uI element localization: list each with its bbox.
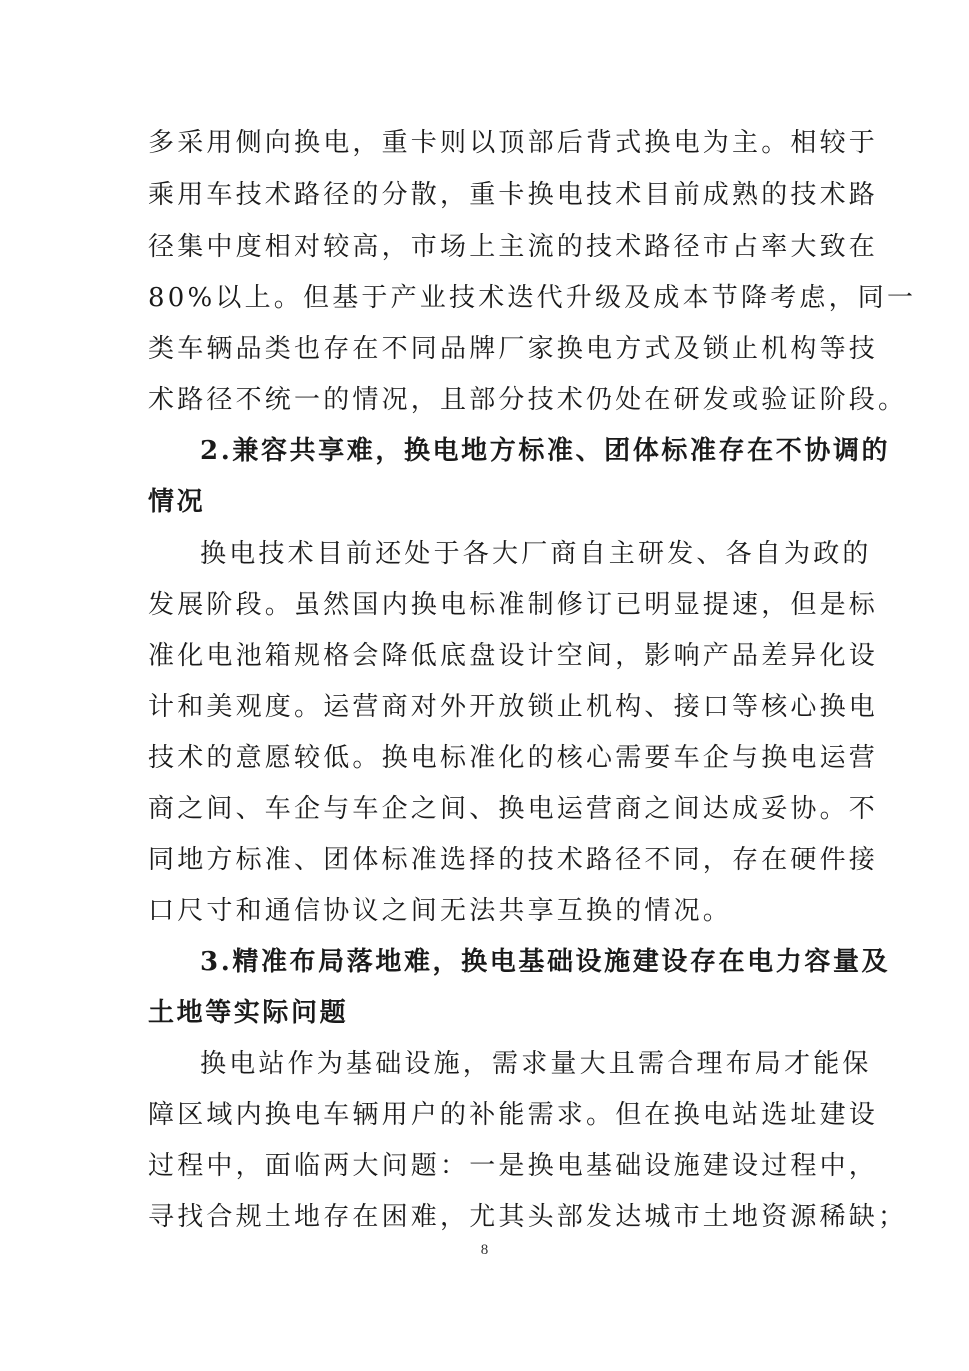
- paragraph-2-line-2: 发展阶段。虽然国内换电标准制修订已明显提速，但是标: [148, 590, 879, 620]
- paragraph-3-line-3: 过程中，面临两大问题：一是换电基础设施建设过程中，: [148, 1151, 879, 1181]
- paragraph-2-line-8: 口尺寸和通信协议之间无法共享互换的情况。: [148, 896, 733, 926]
- paragraph-1-line-1: 多采用侧向换电，重卡则以顶部后背式换电为主。相较于: [148, 128, 879, 158]
- paragraph-2-line-6: 商之间、车企与车企之间、换电运营商之间达成妥协。不: [148, 794, 879, 824]
- paragraph-1-line-3: 径集中度相对较高，市场上主流的技术路径市占率大致在: [148, 232, 879, 262]
- section-heading-2-line-2: 情况: [148, 487, 206, 517]
- paragraph-3-line-1: 换电站作为基础设施，需求量大且需合理布局才能保: [200, 1049, 872, 1079]
- paragraph-2-line-5: 技术的意愿较低。换电标准化的核心需要车企与换电运营: [148, 743, 879, 773]
- paragraph-1-line-2: 乘用车技术路径的分散，重卡换电技术目前成熟的技术路: [148, 180, 879, 210]
- paragraph-3-line-4: 寻找合规土地存在困难，尤其头部发达城市土地资源稀缺；: [148, 1202, 908, 1232]
- paragraph-1-line-5: 类车辆品类也存在不同品牌厂家换电方式及锁止机构等技: [148, 334, 879, 364]
- section-heading-2-line-1: 2.兼容共享难，换电地方标准、团体标准存在不协调的: [200, 436, 891, 466]
- paragraph-2-line-4: 计和美观度。运营商对外开放锁止机构、接口等核心换电: [148, 692, 879, 722]
- section-heading-3-line-1: 3.精准布局落地难，换电基础设施建设存在电力容量及: [200, 947, 891, 977]
- paragraph-2-line-7: 同地方标准、团体标准选择的技术路径不同，存在硬件接: [148, 845, 879, 875]
- paragraph-2-line-1: 换电技术目前还处于各大厂商自主研发、各自为政的: [200, 539, 872, 569]
- paragraph-2-line-3: 准化电池箱规格会降低底盘设计空间，影响产品差异化设: [148, 641, 879, 671]
- page-number: 8: [480, 1242, 489, 1258]
- paragraph-1-line-6: 术路径不统一的情况，且部分技术仍处在研发或验证阶段。: [148, 385, 908, 415]
- paragraph-3-line-2: 障区域内换电车辆用户的补能需求。但在换电站选址建设: [148, 1100, 879, 1130]
- section-heading-3-line-2: 土地等实际问题: [148, 998, 349, 1028]
- paragraph-1-line-4: 80%以上。但基于产业技术迭代升级及成本节降考虑，同一: [148, 283, 917, 313]
